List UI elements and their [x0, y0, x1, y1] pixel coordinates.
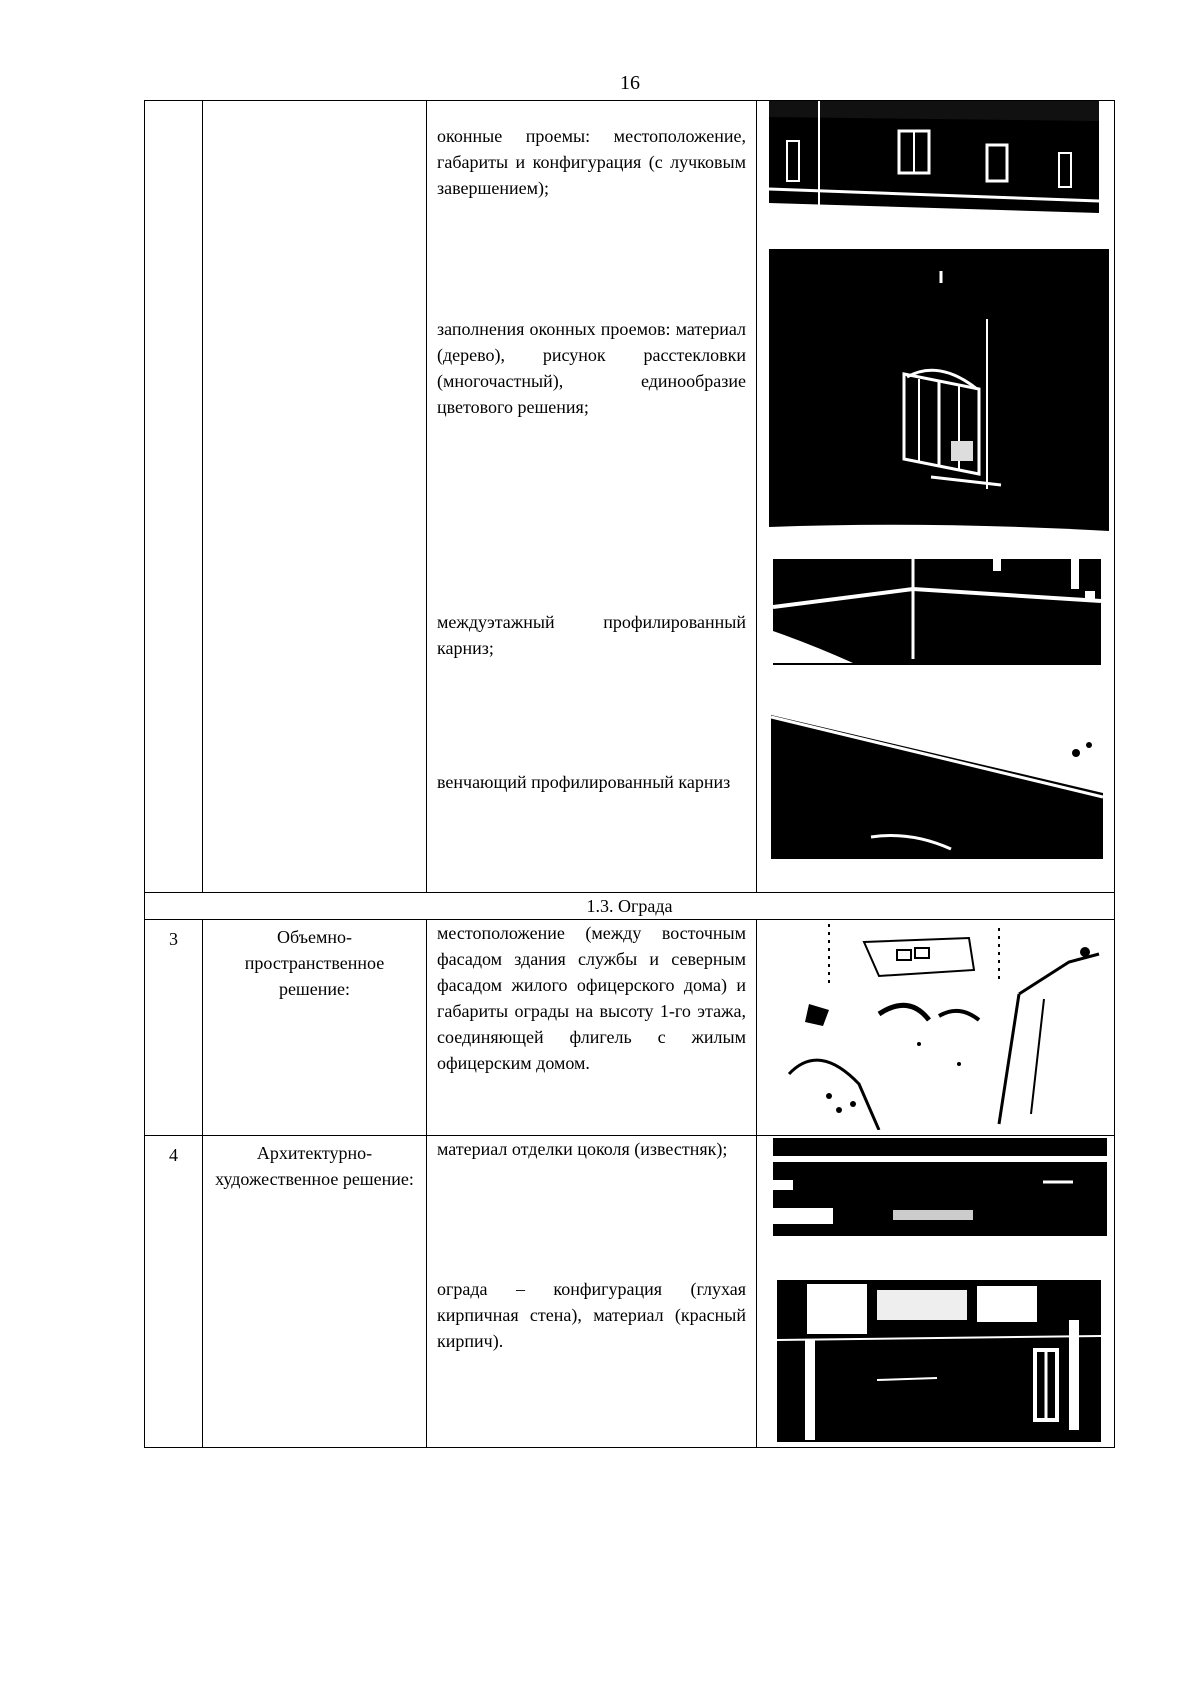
- table-row: [145, 1136, 1115, 1448]
- description-cell: [427, 101, 757, 893]
- description-item: междуэтажный профилированный карниз;: [437, 612, 746, 658]
- document-table: [144, 100, 1115, 1448]
- category-cell: [203, 101, 427, 893]
- row-number: 4: [145, 1136, 203, 1448]
- description-item: ограда – конфигурация (глухая кирпичная стена), материал (красный кирпич).: [437, 1279, 746, 1351]
- row-number-cell: [145, 101, 203, 893]
- row-category: Архитектурно-художественное решение:: [203, 1136, 427, 1448]
- interfloor-cornice-photo: [773, 559, 1101, 665]
- table-row: [145, 101, 1115, 893]
- page-number: 16: [620, 72, 640, 94]
- window-filling-photo: [769, 249, 1109, 534]
- crowning-cornice-photo: [771, 713, 1103, 859]
- description-item: местоположение (между восточным фасадом здания службы и северным фасадом жилого офицерского дома) и габариты ограды на высоту 1-го этажа, соединяющей флигель с жилым офицерским домом.: [437, 923, 746, 1073]
- fence-wall-photo: [777, 1280, 1101, 1442]
- section-title: 1.3. Ограда: [145, 893, 1115, 920]
- description-item: венчающий профилированный карниз: [437, 772, 731, 792]
- site-plan-photo: [769, 924, 1111, 1130]
- table-row: [145, 920, 1115, 1136]
- photo-cell: [757, 920, 1115, 1136]
- photo-cell: [757, 1136, 1115, 1448]
- plinth-photo: [773, 1138, 1107, 1236]
- row-category: Объемно-пространственное решение:: [203, 920, 427, 1136]
- description-cell: [427, 1136, 757, 1448]
- table-row: [145, 893, 1115, 920]
- window-openings-photo: [769, 101, 1099, 219]
- photo-cell: [757, 101, 1115, 893]
- row-number: 3: [145, 920, 203, 1136]
- description-item: материал отделки цоколя (известняк);: [437, 1139, 728, 1159]
- description-item: заполнения оконных проемов: материал (дерево), рисунок расстекловки (многочастный), единообразие цветового решения;: [437, 319, 746, 417]
- description-item: оконные проемы: местоположение, габариты и конфигурация (с лучковым завершением);: [437, 126, 746, 198]
- description-cell: [427, 920, 757, 1136]
